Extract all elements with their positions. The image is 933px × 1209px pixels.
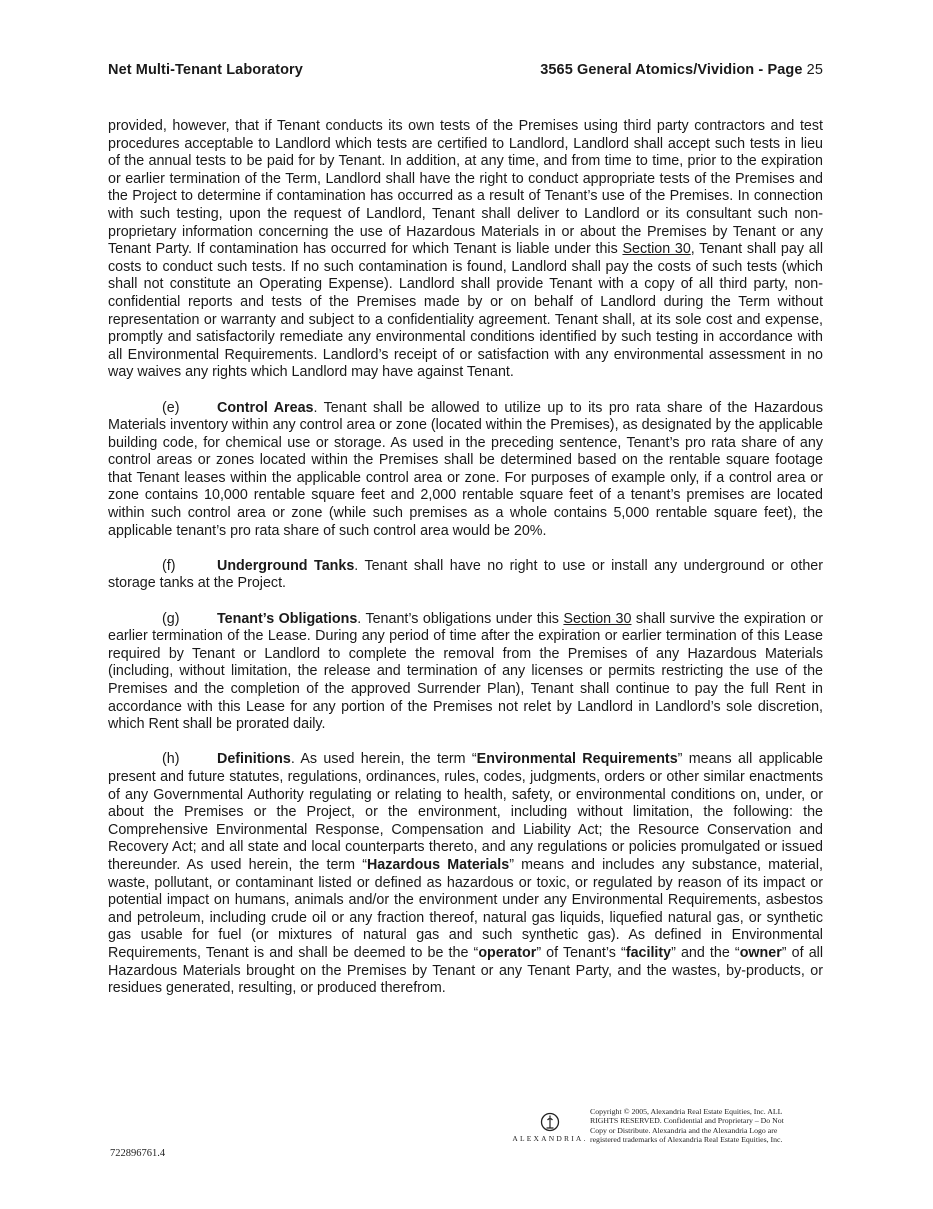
subsection-e bbox=[108, 400, 823, 541]
subsection-heading: Tenant’s Obligations bbox=[217, 610, 358, 627]
continuation-paragraph bbox=[108, 118, 823, 382]
subsection-text: shall survive the expiration or earlier termination of the Lease. During any period of time after the expiration or earlier termination of this Lease required by Tenant or Landlord to complete the removal from the Premises of any Hazardous Materials (including, without limitation, the release and termination of any licenses or permits restricting the use of the Premises and the completion of the approved Surrender Plan), Tenant shall continue to pay the full Rent in accordance with this Lease for any portion of the Premises not relet by Landlord in Landlord’s sole discretion, which Rent shall be prorated daily. bbox=[108, 610, 823, 733]
section-reference: Section 30 bbox=[622, 241, 691, 258]
subsection-number: (g) bbox=[162, 610, 180, 627]
subsection-g bbox=[108, 611, 823, 734]
section-reference: Section 30 bbox=[563, 610, 632, 627]
document-id: 722896761.4 bbox=[110, 1148, 166, 1159]
defined-term: owner bbox=[739, 944, 782, 961]
subsection-text: . Tenant shall be allowed to utilize up to its pro rata share of the Hazardous Materials inventory within any control area or zone (located within the Premises), as designated by the applicable building code, for chemical use or storage. As used in the preceding sentence, Tenant’s pro rata share of any control areas or zones located within the Premises shall be determined based on the rentable square footage that Tenant leases within the applicable control area or zone. For purposes of example only, if a control area or zone contains 10,000 rentable square feet and 2,000 rentable square feet of a tenant’s premises are located within such control area or zone (while such premises as a whole contains 5,000 rentable square feet), the applicable tenant’s pro rata share of such control area would be 20%. bbox=[108, 399, 823, 539]
document-body bbox=[108, 118, 823, 1015]
copyright-line: Copyright © 2005, Alexandria Real Estate Equities, Inc. ALL bbox=[590, 1107, 783, 1116]
subsection-heading: Control Areas bbox=[217, 399, 314, 416]
subsection-number: (f) bbox=[162, 557, 176, 574]
subsection-text: ” and the “ bbox=[671, 944, 740, 961]
defined-term: operator bbox=[478, 944, 537, 961]
subsection-text: . Tenant’s obligations under this bbox=[357, 610, 564, 627]
paragraph-text: provided, however, that if Tenant conducts its own tests of the Premises using third party contractors and test procedures acceptable to Landlord which tests are certified to Landlord, Landlord shall accept such tests in lieu of the annual tests to be paid for by Tenant. In addition, at any time, and from time to time, prior to the expiration or earlier termination of the Term, Landlord shall have the right to conduct appropriate tests of the Premises and the Project to determine if contamination has occurred as a result of Tenant’s use of the Premises. In connection with such testing, upon the request of Landlord, Tenant shall deliver to Landlord or its consultant such non-proprietary information concerning the use of Hazardous Materials in or about the Premises by Tenant or any Tenant Party. If contamination has occurred for which Tenant is liable under this bbox=[108, 118, 823, 258]
header-page-label: 3565 General Atomics/Vividion - Page bbox=[540, 62, 803, 78]
subsection-h bbox=[108, 751, 823, 997]
subsection-text: ” means all applicable present and future statutes, regulations, ordinances, rules, codes, judgments, orders or other similar enactments of any Governmental Authority regulating or relating to health, safety, or environmental conditions on, under, or about the Premises or the Project, or the environment, including without limitation, the following: the Comprehensive Environmental Response, Compensation and Liability Act; the Resource Conservation and Recovery Act; and all state and local counterparts thereto, and any regulations or policies promulgated or issued thereunder. As used herein, the term “ bbox=[108, 751, 824, 873]
header-title: Net Multi-Tenant Laboratory bbox=[108, 62, 303, 78]
copyright-line: Copy or Distribute. Alexandria and the Alexandria Logo are bbox=[590, 1125, 778, 1135]
subsection-text: ” of all Hazardous Materials brought on the Premises by Tenant or any Tenant Party, and the wastes, by-products, or residues generated, resulting, or produced therefrom. bbox=[108, 944, 823, 997]
copyright-line: RIGHTS RESERVED. Confidential and Proprietary – Do Not bbox=[590, 1116, 784, 1126]
subsection-text: . As used herein, the term “ bbox=[290, 751, 477, 768]
subsection-text: ” means and includes any substance, material, waste, pollutant, or contaminant listed or defined as hazardous or toxic, or regulated by reason of its impact or potential impact on humans, animals and/or the environment under any Environmental Requirements, asbestos and petroleum, including crude oil or any fraction thereof, natural gas liquids, liquefied natural gas, or synthetic gas usable for fuel (or mixtures of natural gas and such synthetic gas). As defined in Environmental Requirements, Tenant is and shall be deemed to be the “ bbox=[108, 856, 824, 961]
subsection-text: . Tenant shall have no right to use or install any underground or other storage tanks at the Project. bbox=[108, 557, 823, 592]
subsection-heading: Definitions bbox=[217, 751, 291, 768]
copyright-line: registered trademarks of Alexandria Real Estate Equities, Inc. bbox=[590, 1135, 783, 1145]
page-number: 25 bbox=[806, 62, 823, 78]
defined-term: Hazardous Materials bbox=[366, 856, 510, 873]
subsection-text: ” of Tenant’s “ bbox=[536, 944, 626, 961]
subsection-number: (h) bbox=[162, 751, 180, 768]
page-header bbox=[108, 62, 823, 78]
alexandria-logo bbox=[512, 1112, 588, 1143]
subsection-heading: Underground Tanks bbox=[217, 557, 355, 574]
subsection-number: (e) bbox=[162, 399, 180, 416]
logo-wordmark: ALEXANDRIA. bbox=[512, 1134, 588, 1143]
paragraph-text: , Tenant shall pay all costs to conduct such tests. If no such contamination is found, Landlord shall pay the costs of such tests (which shall not constitute an Operating Expense). Landlord shall provide Tenant with a copy of all third party, non-confidential reports and tests of the Premises made by or on behalf of Landlord during the Term without representation or warranty and subject to a confidentiality agreement. Tenant shall, at its sole cost and expense, promptly and satisfactorily remediate any environmental conditions identified by such testing in accordance with all Environmental Requirements. Landlord’s receipt of or satisfaction with any environmental assessment in no way waives any rights which Landlord may have against Tenant. bbox=[108, 241, 823, 381]
header-page-info bbox=[540, 62, 823, 78]
alexandria-logo-icon bbox=[540, 1112, 560, 1132]
defined-term: Environmental Requirements bbox=[476, 751, 678, 768]
subsection-f bbox=[108, 558, 823, 593]
copyright-notice bbox=[590, 1107, 820, 1145]
defined-term: facility bbox=[625, 944, 672, 961]
